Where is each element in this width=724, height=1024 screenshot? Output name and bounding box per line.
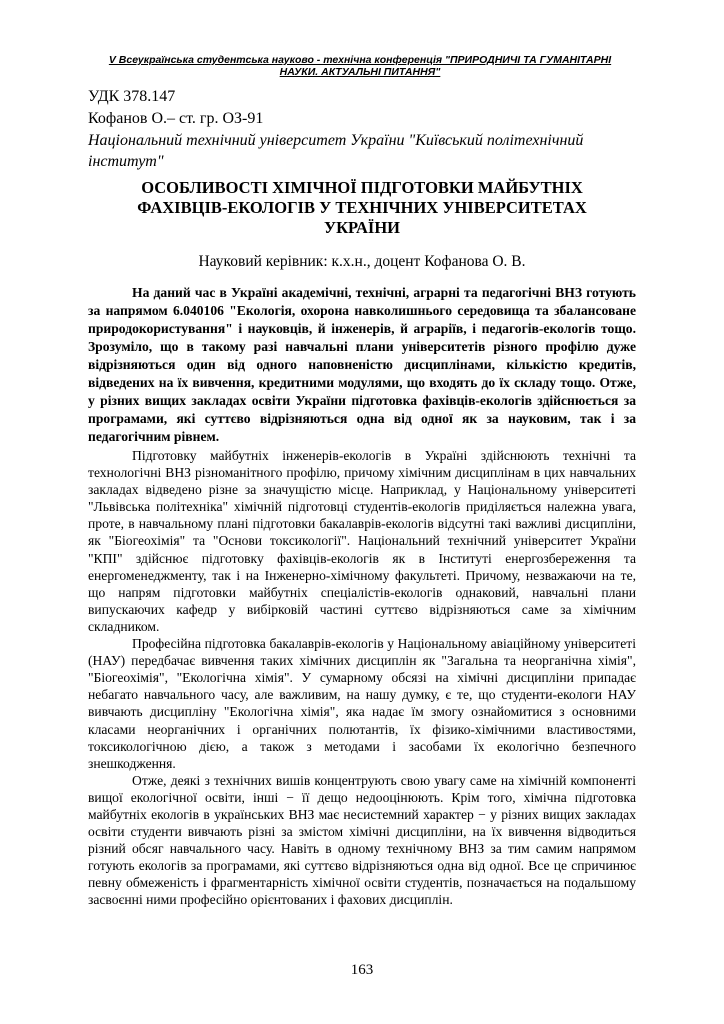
author-line: Кофанов О.– ст. гр. ОЗ-91 [88,110,264,127]
page-number: 163 [350,962,374,978]
article-title: ОСОБЛИВОСТІ ХІМІЧНОЇ ПІДГОТОВКИ МАЙБУТНІХ ФАХІВЦІВ-ЕКОЛОГІВ У ТЕХНІЧНИХ УНІВЕРСИТЕТАХ УКРАЇНИ [137,178,587,237]
article-meta [88,86,648,172]
body-paragraph: Професійна підготовка бакалаврів-екологів у Національному авіаційному університеті (НАУ) передбачає вивчення таких хімічних дисциплін як "Загальна та неорганічна хімія", "Біогеохімія", "Екологічна хімія". У сумарному обсязі на хімічні дисципліни припадає небагато навчального часу, але важливим, на нашу думку, є те, що студенти-екологи НАУ вивчають дисципліну "Екологічна хімія", яка надає їм змогу ознайомитися з основними класами неорганічних і органічних полютантів, їх фізико-хімічними властивостями, токсикологічною дією, а також з методами і засобами їх екологічно безпечного знешкодження. [88,636,636,771]
conference-header: V Всеукраїнська студентська науково - технічна конференція "ПРИРОДНИЧІ ТА ГУМАНІТАРНІ НАУКИ. АКТУАЛЬНІ ПИТАННЯ" [108,54,612,78]
article-body [88,284,636,909]
udc-code: УДК 378.147 [88,88,176,105]
scientific-advisor: Науковий керівник: к.х.н., доцент Кофанова О. В. [198,253,526,270]
body-paragraph: Підготовку майбутніх інженерів-екологів в Україні здійснюють технічні та технологічні ВНЗ різноманітного профілю, причому хімічним дисциплінам в цих навчальних закладах відведено різне за значущістю місце. Наприклад, у Національному університеті "Львівська політехніка" хімічній підготовці студентів-екологів приділяється належна увага, проте, в навчальному плані підготовки бакалаврів-екологів відсутні такі важливі дисципліни, як "Біогеохімія" та "Основи токсикології". Національний технічний університет України "КПІ" здійснює підготовку фахівців-екологів як в Інституті енергозбереження та енергоменеджменту, так і на Інженерно-хімічному факультеті. Причому, незважаючи на те, що напрям підготовки майбутніх спеціалістів-екологів однаковий, навчальні плани випускаючих кафедр у вибірковій частині суттєво відрізняються саме за хімічним складником. [88,448,636,634]
abstract-paragraph: На даний час в Україні академічні, технічні, аграрні та педагогічні ВНЗ готують за напрямом 6.040106 "Екологія, охорона навколишнього середовища та збалансоване природокористування" і науковців, й інженерів, й аграріїв, і педагогів-екологів тощо. Зрозуміло, що в такому разі навчальні плани університетів різного профілю дуже відрізняються один від одного наповненістю дисциплінами, кількістю кредитів, відведених на їх вивчення, кредитними модулями, що входять до їх складу тощо. Отже, у різних вищих закладах освіти України підготовка фахівців-екологів здійснюється за програмами, які суттєво відрізняються одна від одної як за науковим, так і за педагогічним рівнем. [88,285,636,444]
institution-line: Національний технічний університет України "Київський політехнічний інститут" [88,132,584,170]
body-paragraph: Отже, деякі з технічних вишів концентрують свою увагу саме на хімічній компоненті вищої екологічної освіти, інші − її дещо недооцінюють. Крім того, хімічна підготовка майбутніх екологів в українських ВНЗ має несистемний характер − у різних вищих закладах освіти студенти вивчають різні за змістом хімічні дисципліни, на їх вивчення відводиться різний обсяг навчального часу. Навіть в одному технічному ВНЗ за тим самим напрямом готують екологів за програмами, які суттєво відрізняються одна від одної. Все це спричинює певну обмеженість і фрагментарність хімічної освіти студентів, позначається на подальшому засвоєнні ними професійно орієнтованих і фахових дисциплін. [88,772,636,908]
